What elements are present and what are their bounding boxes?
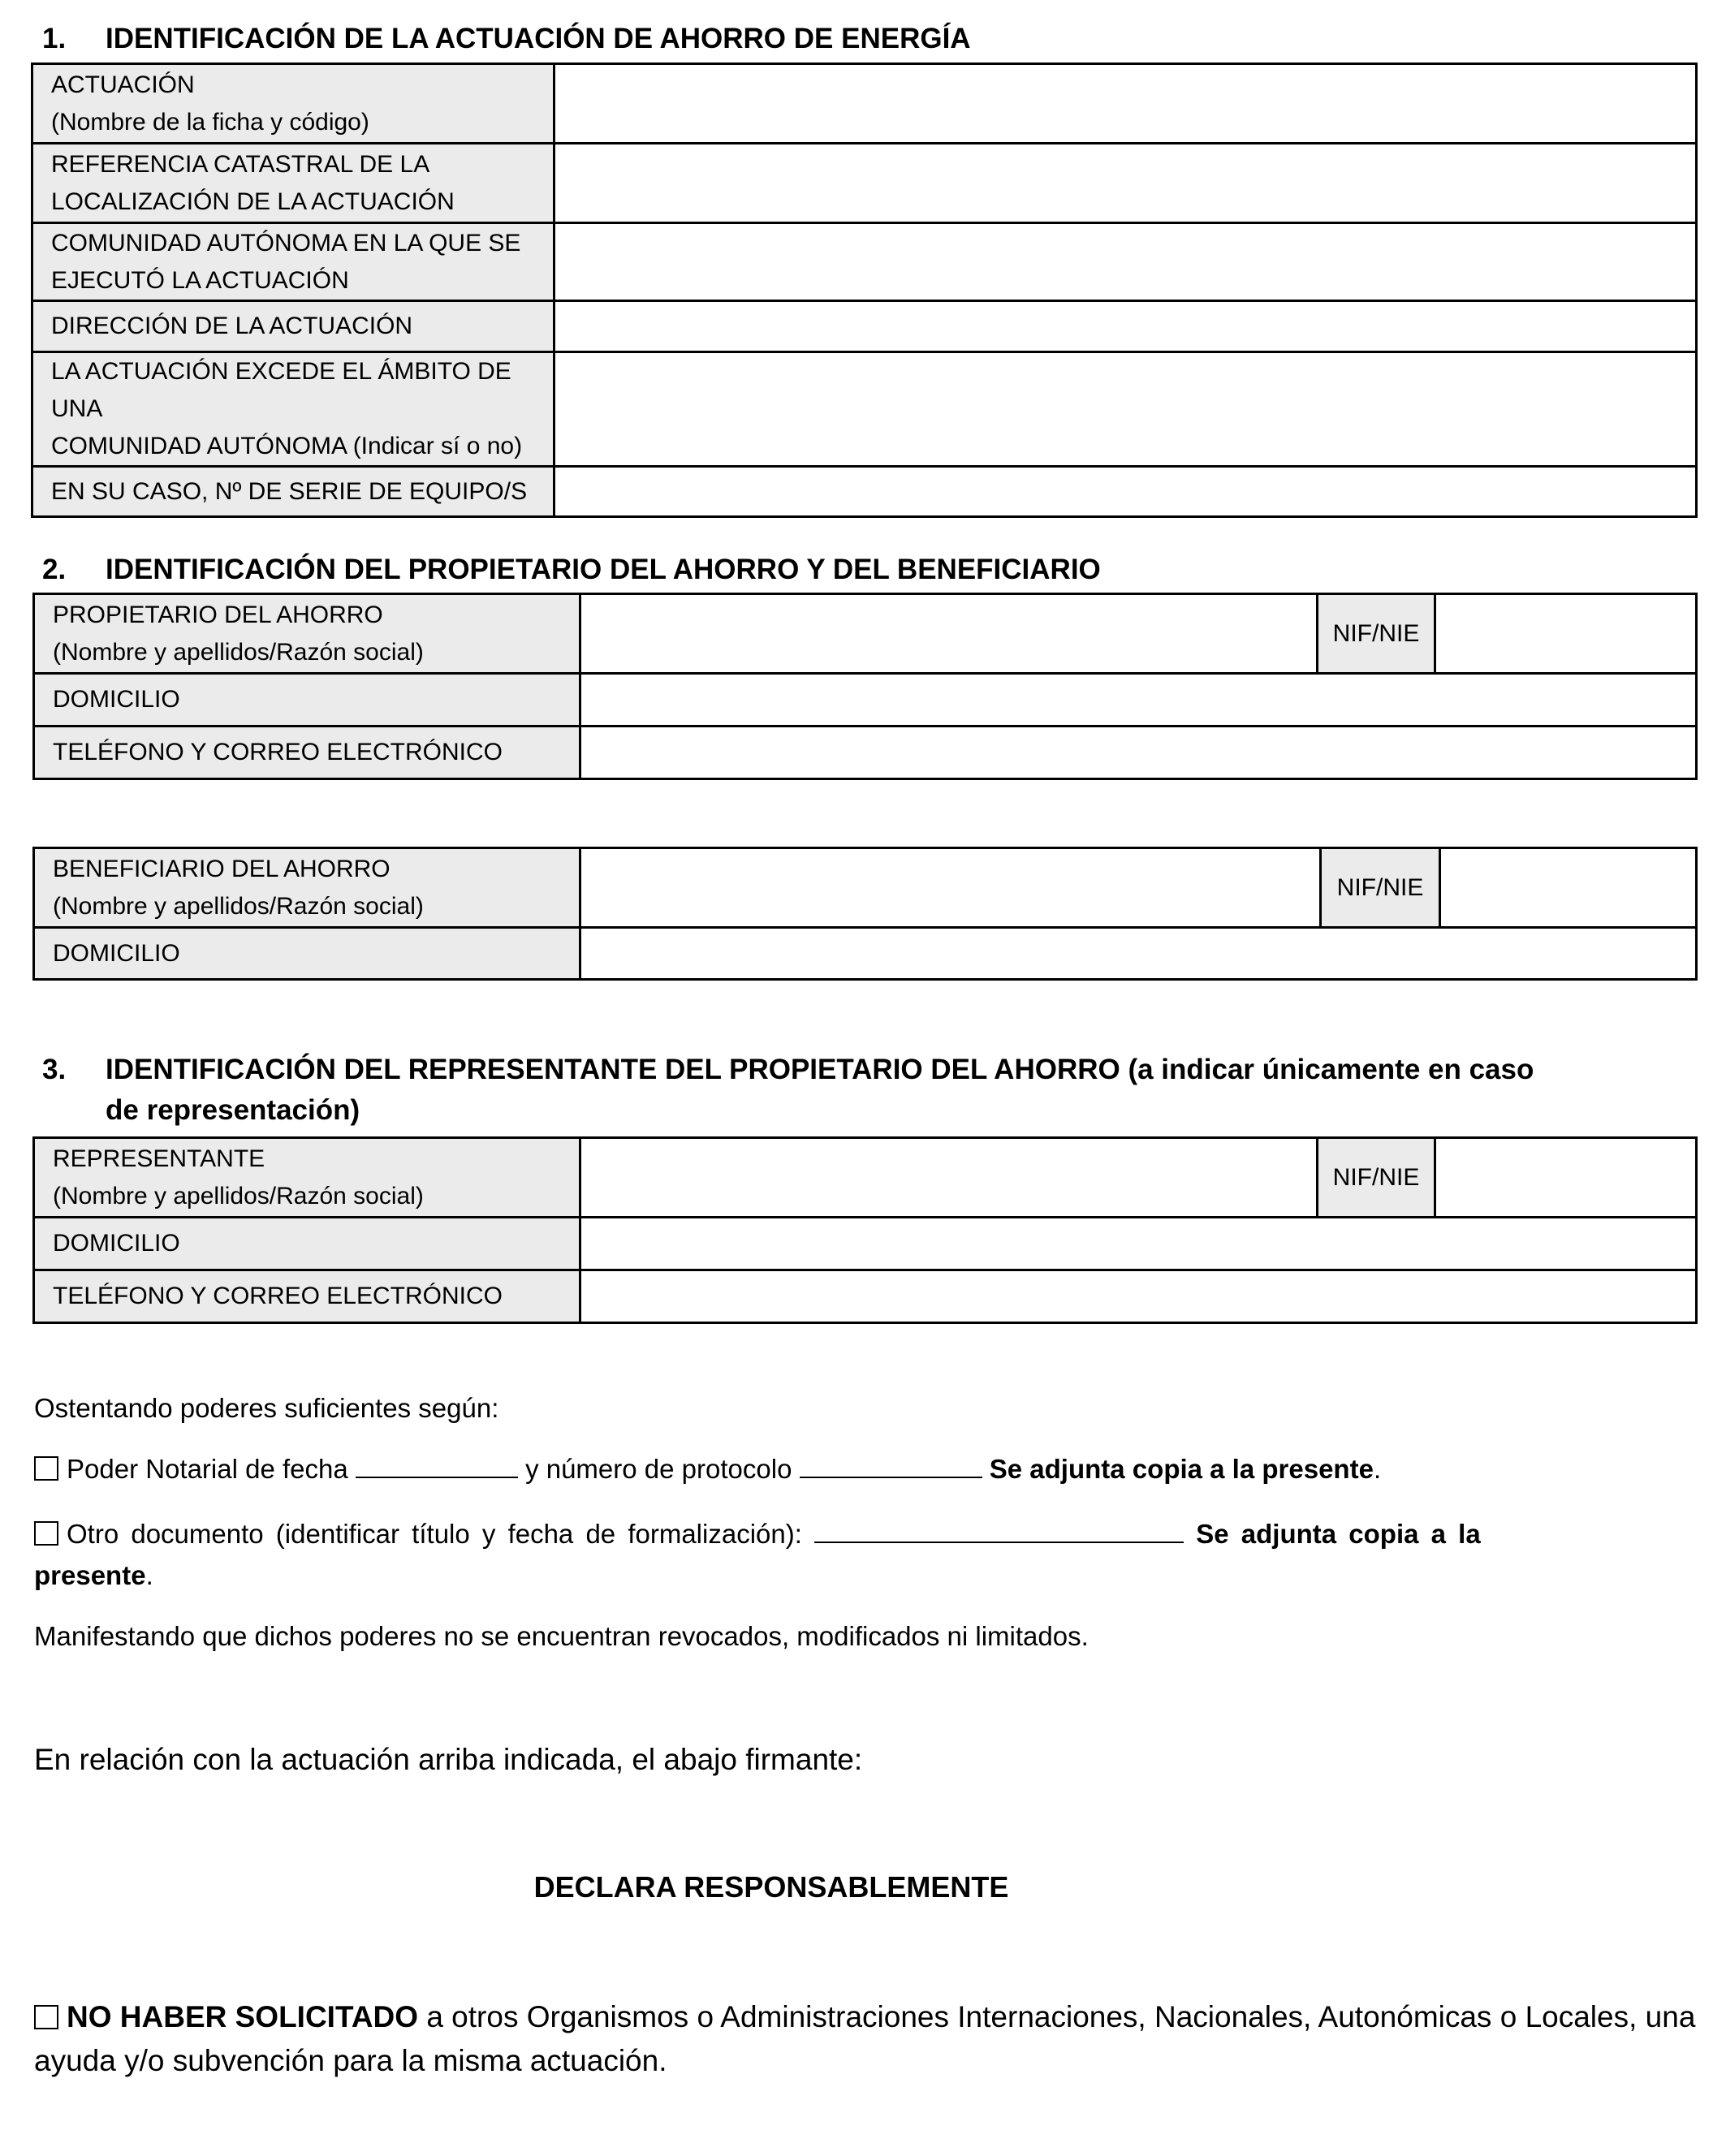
row-label: DOMICILIO: [34, 1218, 580, 1270]
table-row: [32, 352, 1697, 467]
representative-contact-field[interactable]: [580, 1270, 1697, 1323]
table-row: [32, 144, 1697, 223]
actuacion-field[interactable]: [554, 64, 1697, 144]
beneficiary-address-field[interactable]: [580, 928, 1697, 980]
representative-name-field[interactable]: [580, 1138, 1318, 1218]
comunidad-autonoma-field[interactable]: [554, 223, 1697, 301]
owner-address-field[interactable]: [580, 674, 1697, 727]
owner-table: [32, 593, 1698, 780]
representative-address-field[interactable]: [580, 1218, 1697, 1270]
row-label: LA ACTUACIÓN EXCEDE EL ÁMBITO DE UNA COMUNIDAD AUTÓNOMA (Indicar sí o no): [32, 352, 554, 467]
row-label: TELÉFONO Y CORREO ELECTRÓNICO: [34, 1270, 580, 1323]
owner-nif-field[interactable]: [1435, 594, 1697, 674]
direccion-field[interactable]: [554, 301, 1697, 352]
nif-label: NIF/NIE: [1321, 848, 1440, 928]
row-label: ACTUACIÓN (Nombre de la ficha y código): [32, 64, 554, 144]
other-document-line: Otro documento (identificar título y fecha de formalización): Se adjunta copia a la: [34, 1514, 1481, 1554]
excede-ambito-field[interactable]: [554, 352, 1697, 467]
table-row: [34, 594, 1697, 674]
declara-heading: DECLARA RESPONSABLEMENTE: [533, 1870, 1009, 1904]
nif-label: NIF/NIE: [1318, 1138, 1435, 1218]
row-label: DOMICILIO: [34, 674, 580, 727]
declaration-checkbox[interactable]: [34, 2005, 58, 2029]
row-label: REPRESENTANTE (Nombre y apellidos/Razón social): [34, 1138, 580, 1218]
section-3-title: 3. IDENTIFICACIÓN DEL REPRESENTANTE DEL PROPIETARIO DEL AHORRO (a indicar únicamente en caso de representación): [42, 1054, 1534, 1126]
table-row: [32, 223, 1697, 301]
owner-name-field[interactable]: [580, 594, 1318, 674]
beneficiary-table: [32, 847, 1698, 981]
table-row: [32, 64, 1697, 144]
nif-label: NIF/NIE: [1318, 594, 1435, 674]
row-label: TELÉFONO Y CORREO ELECTRÓNICO: [34, 727, 580, 779]
representative-nif-field[interactable]: [1435, 1138, 1697, 1218]
declaration-line-1: NO HABER SOLICITADO a otros Organismos o Administraciones Internaciones, Nacionales, Autonómicas o Locales, una: [34, 1997, 1695, 2037]
table-row: [34, 1218, 1697, 1270]
beneficiary-nif-field[interactable]: [1440, 848, 1697, 928]
owner-contact-field[interactable]: [580, 727, 1697, 779]
row-label: REFERENCIA CATASTRAL DE LA LOCALIZACIÓN DE LA ACTUACIÓN: [32, 144, 554, 223]
table-row: [34, 848, 1697, 928]
representative-table: [32, 1136, 1698, 1324]
section-1-table: [31, 63, 1698, 518]
notarial-line: Poder Notarial de fecha y número de protocolo Se adjunta copia a la presente.: [34, 1449, 1381, 1490]
other-document-line-cont: presente.: [34, 1560, 153, 1590]
manifest-text: Manifestando que dichos poderes no se encuentran revocados, modificados ni limitados.: [34, 1621, 1089, 1651]
protocol-number-blank[interactable]: [800, 1452, 982, 1478]
notarial-date-blank[interactable]: [356, 1452, 518, 1478]
section-1-title: 1. IDENTIFICACIÓN DE LA ACTUACIÓN DE AHORRO DE ENERGÍA: [42, 23, 971, 54]
beneficiary-name-field[interactable]: [580, 848, 1321, 928]
table-row: [34, 1270, 1697, 1323]
other-document-checkbox[interactable]: [34, 1521, 58, 1546]
declaration-line-2: ayuda y/o subvención para la misma actuación.: [34, 2044, 667, 2077]
row-label: DIRECCIÓN DE LA ACTUACIÓN: [32, 301, 554, 352]
table-row: [34, 727, 1697, 779]
table-row: [32, 467, 1697, 517]
row-label: DOMICILIO: [34, 928, 580, 980]
other-document-blank[interactable]: [814, 1517, 1184, 1543]
row-label: COMUNIDAD AUTÓNOMA EN LA QUE SE EJECUTÓ LA ACTUACIÓN: [32, 223, 554, 301]
row-label: BENEFICIARIO DEL AHORRO (Nombre y apellidos/Razón social): [34, 848, 580, 928]
row-label: EN SU CASO, Nº DE SERIE DE EQUIPO/S: [32, 467, 554, 517]
numero-serie-field[interactable]: [554, 467, 1697, 517]
referencia-catastral-field[interactable]: [554, 144, 1697, 223]
notarial-checkbox[interactable]: [34, 1456, 58, 1481]
table-row: [32, 301, 1697, 352]
relation-text: En relación con la actuación arriba indicada, el abajo firmante:: [34, 1743, 863, 1776]
section-2-title: 2. IDENTIFICACIÓN DEL PROPIETARIO DEL AHORRO Y DEL BENEFICIARIO: [42, 554, 1101, 585]
table-row: [34, 1138, 1697, 1218]
table-row: [34, 928, 1697, 980]
row-label: PROPIETARIO DEL AHORRO (Nombre y apellidos/Razón social): [34, 594, 580, 674]
powers-intro: Ostentando poderes suficientes según:: [34, 1393, 499, 1423]
table-row: [34, 674, 1697, 727]
